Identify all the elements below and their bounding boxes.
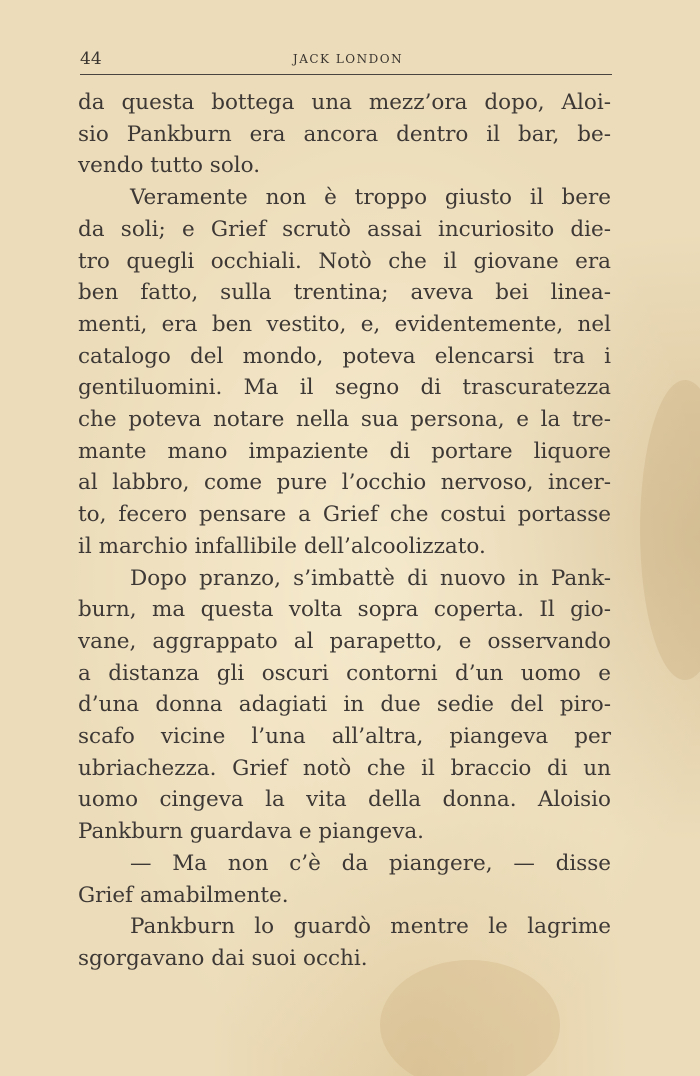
- paper-stain: [380, 960, 560, 1076]
- text-line: Pankburn lo guardò mentre le lagrime: [130, 914, 611, 940]
- text-line: scafo vicine l’una all’altra, piangeva per: [78, 724, 611, 750]
- text-line: Grief amabilmente.: [78, 882, 289, 908]
- text-line: Dopo pranzo, s’imbattè di nuovo in Pank-: [130, 565, 611, 591]
- text-line: d’una donna adagiati in due sedie del piro-: [78, 692, 611, 718]
- text-line: catalogo del mondo, poteva elencarsi tra i: [78, 343, 611, 369]
- text-line: che poteva notare nella sua persona, e la tre-: [78, 407, 611, 433]
- text-line: tro quegli occhiali. Notò che il giovane era: [78, 248, 611, 274]
- page-number: 44: [80, 49, 102, 69]
- text-line: burn, ma questa volta sopra coperta. Il gio-: [78, 597, 611, 623]
- text-line: mante mano impaziente di portare liquore: [78, 438, 611, 464]
- text-line: Veramente non è troppo giusto il bere: [130, 185, 611, 211]
- text-line: vendo tutto solo.: [78, 153, 261, 179]
- text-line: sgorgavano dai suoi occhi.: [78, 945, 368, 971]
- text-line: gentiluomini. Ma il segno di trascuratezza: [78, 375, 611, 401]
- text-line: uomo cingeva la vita della donna. Aloisio: [78, 787, 611, 813]
- header-rule: [80, 74, 612, 75]
- running-head: JACK LONDON: [292, 52, 404, 66]
- text-line: — Ma non c’è da piangere, — disse: [130, 850, 611, 876]
- text-line: ubriachezza. Grief notò che il braccio di un: [78, 755, 611, 781]
- text-line: sio Pankburn era ancora dentro il bar, be-: [78, 121, 611, 147]
- text-line: to, fecero pensare a Grief che costui portasse: [78, 502, 611, 528]
- text-line: menti, era ben vestito, e, evidentemente, nel: [78, 311, 611, 337]
- text-line: Pankburn guardava e piangeva.: [78, 819, 424, 845]
- text-line: vane, aggrappato al parapetto, e osservando: [78, 628, 611, 654]
- body-text: [78, 87, 611, 975]
- text-line: a distanza gli oscuri contorni d’un uomo e: [78, 660, 611, 686]
- text-line: al labbro, come pure l’occhio nervoso, incer-: [78, 470, 611, 496]
- page-header: [80, 46, 616, 76]
- paper-stain: [640, 380, 700, 680]
- text-line: il marchio infallibile dell’alcoolizzato.: [78, 533, 486, 559]
- text-line: da soli; e Grief scrutò assai incuriosito die-: [78, 216, 611, 242]
- text-line: ben fatto, sulla trentina; aveva bei linea-: [78, 280, 611, 306]
- text-line: da questa bottega una mezz’ora dopo, Aloi-: [78, 90, 611, 115]
